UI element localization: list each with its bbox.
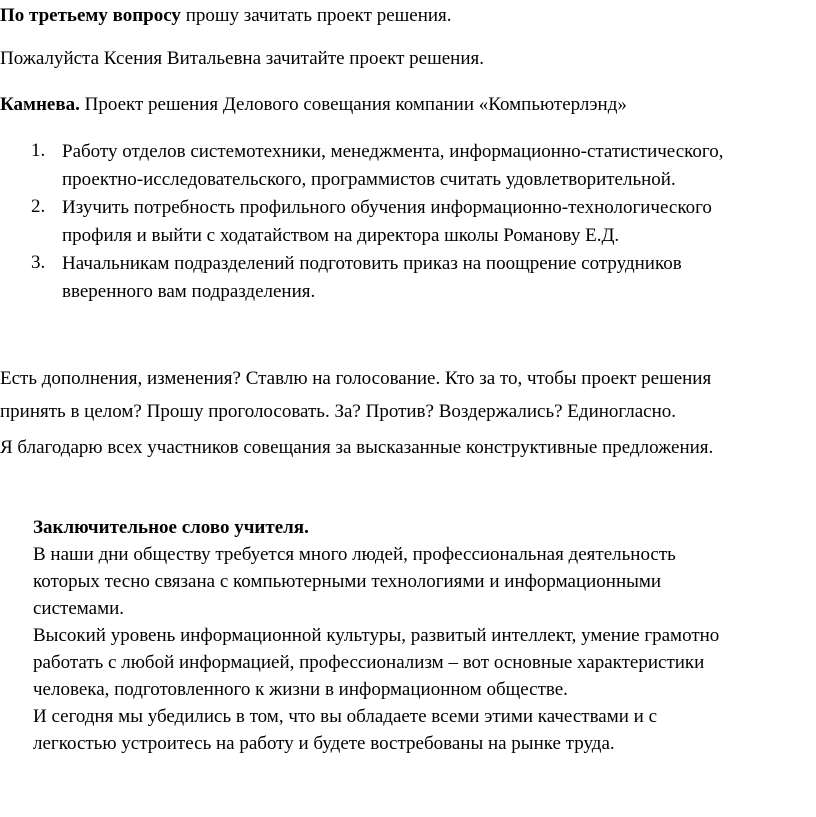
closing-line: работать с любой информацией, профессионализм – вот основные характеристики	[33, 652, 705, 673]
vote-line: принять в целом? Прошу проголосовать. За? Против? Воздержались? Единогласно.	[0, 401, 676, 422]
speaker-text: Проект решения Делового совещания компании «Компьютерлэнд»	[79, 94, 627, 115]
list-item-line: проектно-исследовательского, программистов считать удовлетворительной.	[62, 169, 676, 190]
closing-line: которых тесно связана с компьютерными технологиями и информационными	[33, 571, 662, 592]
list-item	[0, 138, 816, 194]
list-item-number: 3.	[31, 252, 46, 273]
list-item-line: профиля и выйти с ходатайством на директора школы Романову Е.Д.	[62, 225, 620, 246]
decision-list	[0, 138, 816, 306]
question-three-label: По третьему вопросу	[0, 5, 181, 26]
speaker-line	[0, 92, 627, 118]
closing-line: легкостью устроитесь на работу и будете востребованы на рынке труда.	[33, 733, 615, 754]
list-item-line: Работу отделов системотехники, менеджмента, информационно-статистического,	[62, 141, 724, 162]
closing-line: И сегодня мы убедились в том, что вы обладаете всеми этими качествами и с	[33, 706, 658, 727]
speaker-name: Камнева.	[0, 94, 80, 115]
list-item-text	[62, 194, 810, 250]
closing-line: человека, подготовленного к жизни в информационном обществе.	[33, 679, 568, 700]
closing-line: системами.	[33, 598, 125, 619]
closing-line: В наши дни обществу требуется много людей, профессиональная деятельность	[33, 544, 676, 565]
list-item-line: Начальникам подразделений подготовить приказ на поощрение сотрудников	[62, 253, 682, 274]
vote-line: Есть дополнения, изменения? Ставлю на голосование. Кто за то, чтобы проект решения	[0, 368, 712, 389]
question-three-line	[0, 3, 452, 29]
list-item-number: 1.	[31, 140, 46, 161]
list-item-line: Изучить потребность профильного обучения информационно-технологического	[62, 197, 712, 218]
list-item	[0, 250, 816, 306]
closing-title: Заключительное слово учителя.	[33, 517, 309, 538]
closing-line: Высокий уровень информационной культуры, развитый интеллект, умение грамотно	[33, 625, 720, 646]
thanks-line: Я благодарю всех участников совещания за высказанные конструктивные предложения.	[0, 437, 714, 458]
list-item	[0, 194, 816, 250]
list-item-text	[62, 138, 810, 194]
closing-section	[33, 514, 808, 757]
question-three-text: прошу зачитать проект решения.	[180, 5, 452, 26]
request-line: Пожалуйста Ксения Витальевна зачитайте проект решения.	[0, 48, 484, 69]
list-item-line: вверенного вам подразделения.	[62, 281, 316, 302]
list-item-number: 2.	[31, 196, 46, 217]
list-item-text	[62, 250, 810, 306]
